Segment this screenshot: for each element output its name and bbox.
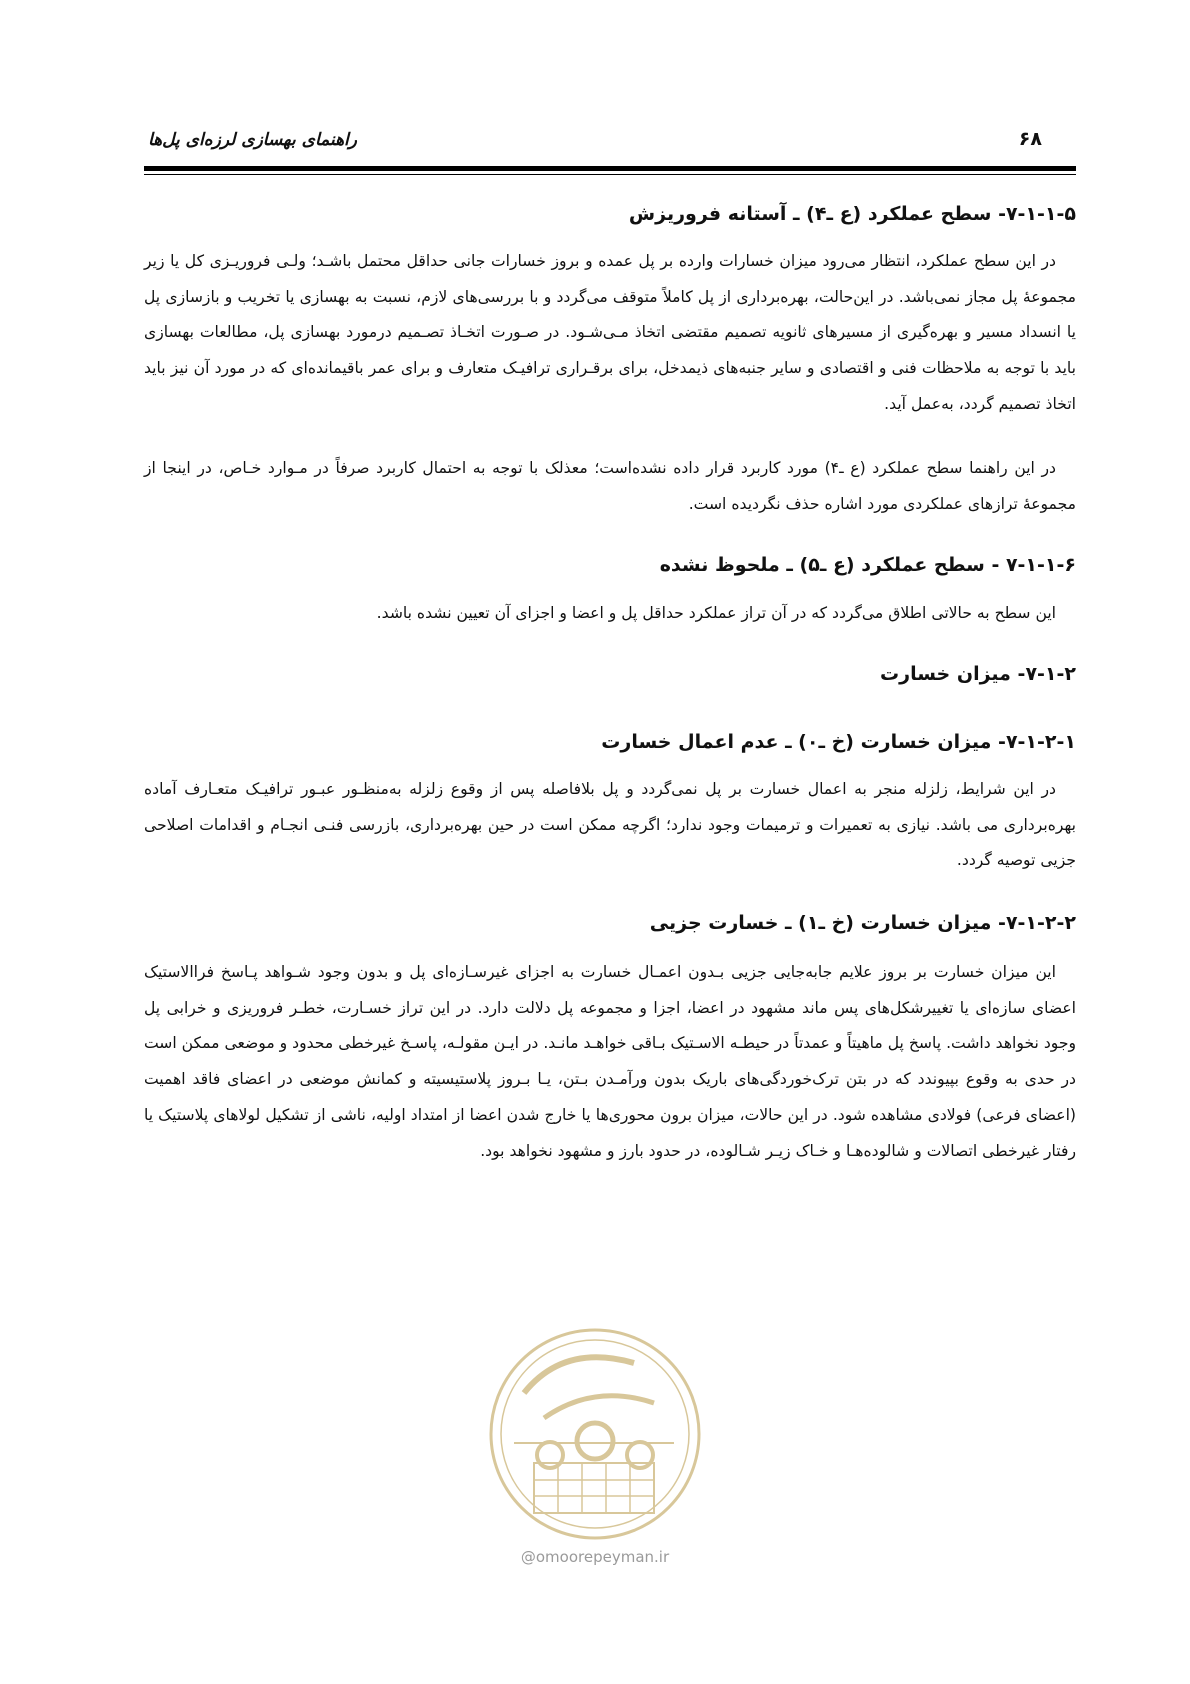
paragraph: این میزان خسارت بر بروز علایم جابه‌جایی جزیی بـدون اعمـال خسارت به اجزای غیرسـازه‌ای پل و بدون وجود شـواهد پـاسخ فراالاستیک اعضای سازه‌ای یا تغییرشکل‌های پس ماند مشهود در اعضا، اجزا و مجموعه پل دلالت دارد. در این تراز خسـارت، خطـر فروریزی و خرابی پل وجود نخواهد داشت. پاسخ پل ماهیتاً و عمدتاً در حیطـه الاسـتیک بـاقی خواهـد مانـد. در ایـن مقولـه، پاسـخ غیرخطی محدود و موضعی ممکن است در حدی به وقوع بپیوندد که در بتن ترک‌خوردگی‌های باریک بدون ورآمـدن بـتن، یـا بـروز پلاستیسیته و کمانش موضعی در اعضای فاقد اهمیت (اعضای فرعی) فولادی مشاهده شود. در این حالات، میزان برون محوری‌ها یا خارج شدن اعضا از امتداد اولیه، ناشی از تشکیل لولاهای پلاستیک یا رفتار غیرخطی اتصالات و شالوده‌هـا و خـاک زیـر شـالوده، در حدود بارز و مشهود نخواهد بود. [144,963,1076,1160]
header-rule-thick [144,166,1076,171]
header-rule-thin [144,174,1076,175]
paragraph: در این شرایط، زلزله منجر به اعمال خسارت بر پل نمی‌گردد و پل بلافاصله پس از وقوع زلزله به‌منظـور عبـور ترافیـک متعـارف آماده بهره‌برداری می باشد. نیازی به تعمیرات و ترمیمات وجود ندارد؛ اگرچه ممکن است در حین بهره‌برداری، بازرسی فنـی انجـام و اقدامات اصلاحی جزیی توصیه گردد. [144,780,1076,870]
section-heading: ۷-۱-۲-۱- میزان خسارت (خ ـ۰) ـ عدم اعمال خسارت [601,731,1076,753]
section-heading: ۷-۱-۱-۶ - سطح عملکرد (ع ـ۵) ـ ملحوظ نشده [659,554,1076,576]
section-heading: ۷-۱-۲- میزان خسارت [880,663,1076,685]
paragraph: در این راهنما سطح عملکرد (ع ـ۴) مورد کاربرد قرار داده نشده‌است؛ معذلک با توجه به احتمال کاربرد صرفاً در مـوارد خـاص، در اینجا از مجموعهٔ ترازهای عملکردی مورد اشاره حذف نگردیده است. [144,459,1076,513]
paragraph: این سطح به حالاتی اطلاق می‌گردد که در آن تراز عملکرد حداقل پل و اعضا و اجزای آن تعیین نشده باشد. [376,604,1056,622]
running-title: راهنمای بهسازی لرزه‌ای پل‌ها [148,130,357,150]
page-header [148,126,1042,156]
watermark-url: @omoorepeyman.ir [520,1548,670,1566]
section-heading: ۷-۱-۱-۵- سطح عملکرد (ع ـ۴) ـ آستانه فروریزش [628,203,1076,225]
section-heading: ۷-۱-۲-۲- میزان خسارت (خ ـ۱) ـ خسارت جزیی [649,912,1076,934]
watermark-logo-icon [484,1323,706,1545]
page-number: ۶۸ [1018,128,1042,150]
paragraph: در این سطح عملکرد، انتظار می‌رود میزان خسارات وارده بر پل عمده و بروز خسارات جانی حداقل محتمل باشـد؛ ولـی فروریـزی کل یا زیر مجموعهٔ پل مجاز نمی‌باشد. در این‌حالت، بهره‌برداری از پل کاملاً متوقف می‌گردد و با بررسی‌های لازم، نسبت به بهسازی یا تخریب و بازسازی پل یا انسداد مسیر و بهره‌گیری از مسیرهای ثانویه تصمیم مقتضی اتخاذ مـی‌شـود. در صـورت اتخـاذ تصـمیم درمورد بهسازی پل، مطالعات بهسازی باید با توجه به ملاحظات فنی و اقتصادی و سایر جنبه‌های ذیمدخل، برای برقـراری ترافیـک متعارف و برای عمر باقیمانده‌ای که در مورد آن نیز باید اتخاذ تصمیم گردد، به‌عمل آید. [144,252,1076,413]
